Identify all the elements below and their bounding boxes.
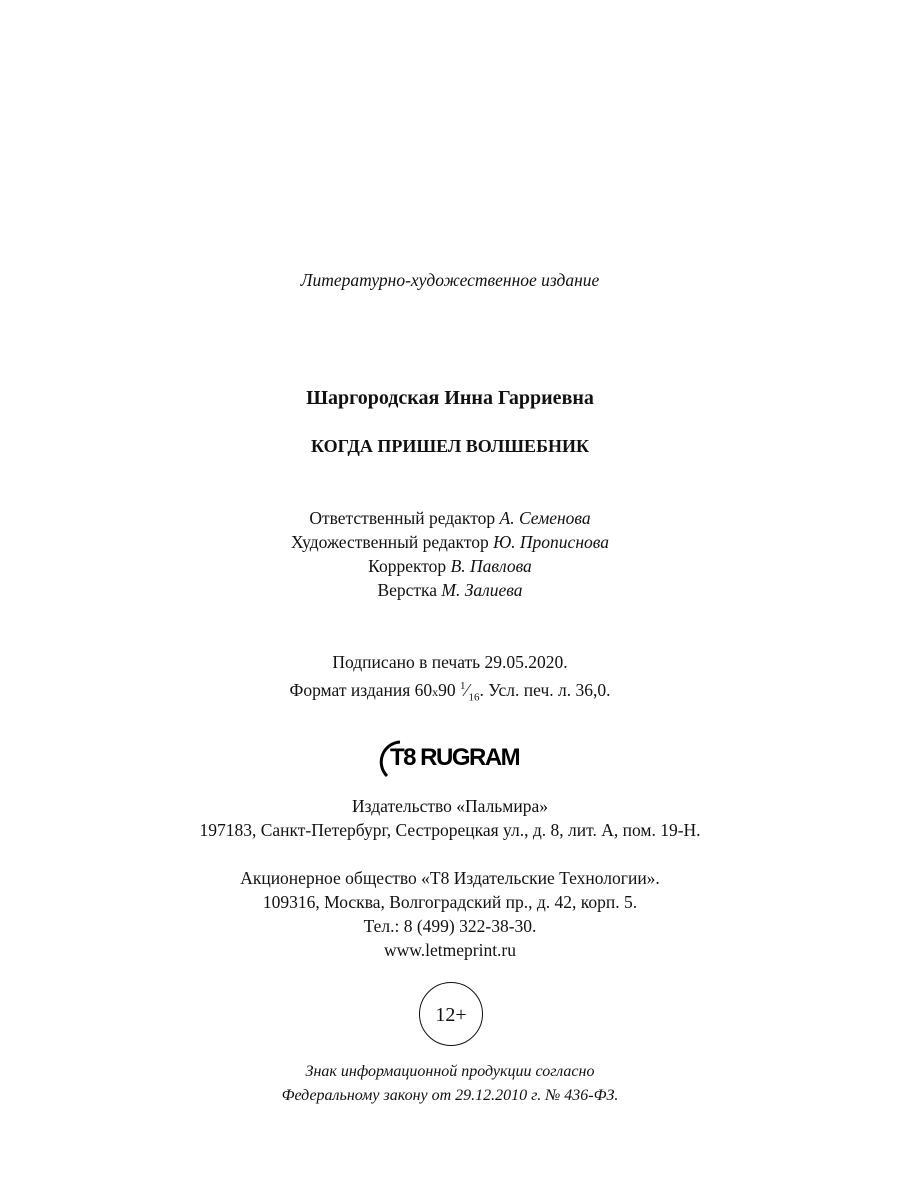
genre-line: Литературно-художественное издание xyxy=(300,270,600,290)
signed-line: Подписано в печать 29.05.2020. xyxy=(332,652,568,672)
author-name: Шаргородская Инна Гарриевна xyxy=(306,387,594,409)
format-x: x xyxy=(432,684,439,699)
t8-rugram-logo xyxy=(378,738,528,778)
book-title: КОГДА ПРИШЕЛ ВОЛШЕБНИК xyxy=(310,436,590,456)
credit-name: В. Павлова xyxy=(450,556,532,576)
credit-name: М. Залиева xyxy=(441,580,523,600)
credit-line xyxy=(0,578,900,602)
notice-line: Федеральному закону от 29.12.2010 г. № 436-ФЗ. xyxy=(281,1087,619,1104)
printer-address: 109316, Москва, Волгоградский пр., д. 42, корп. 5. xyxy=(262,892,638,912)
credit-role: Верстка xyxy=(377,580,438,600)
credit-name: Ю. Прописнова xyxy=(493,532,609,552)
notice-line: Знак информационной продукции согласно xyxy=(305,1063,595,1080)
printer-website: www.letmeprint.ru xyxy=(383,940,517,960)
logo-text: T8 RUGRAM xyxy=(390,744,520,771)
format-mid: 90 xyxy=(438,679,461,700)
age-rating-badge: 12+ xyxy=(419,982,483,1046)
credit-line xyxy=(0,554,900,578)
format-suffix: . Усл. печ. л. 36,0. xyxy=(479,679,611,700)
printer-phone: Тел.: 8 (499) 322-38-30. xyxy=(363,916,537,936)
publisher-name: Издательство «Пальмира» xyxy=(352,796,548,816)
credit-role: Художественный редактор xyxy=(290,532,489,552)
format-prefix: Формат издания 60 xyxy=(289,679,433,700)
credit-role: Корректор xyxy=(368,556,447,576)
credit-line xyxy=(0,530,900,554)
credit-line xyxy=(0,506,900,530)
fraction-numerator: 1 xyxy=(460,680,466,692)
publisher-address: 197183, Санкт-Петербург, Сестрорецкая ул., д. 8, лит. А, пом. 19-Н. xyxy=(199,820,701,840)
credit-role: Ответственный редактор xyxy=(309,508,496,528)
format-line: Формат издания 60x90 $^1⁄_{16}$. Усл. печ. л. 36,0. xyxy=(289,679,611,704)
printer-name: Акционерное общество «Т8 Издательские Технологии». xyxy=(240,868,660,888)
credit-name: А. Семенова xyxy=(499,508,591,528)
fraction-denominator: 16 xyxy=(468,691,480,704)
